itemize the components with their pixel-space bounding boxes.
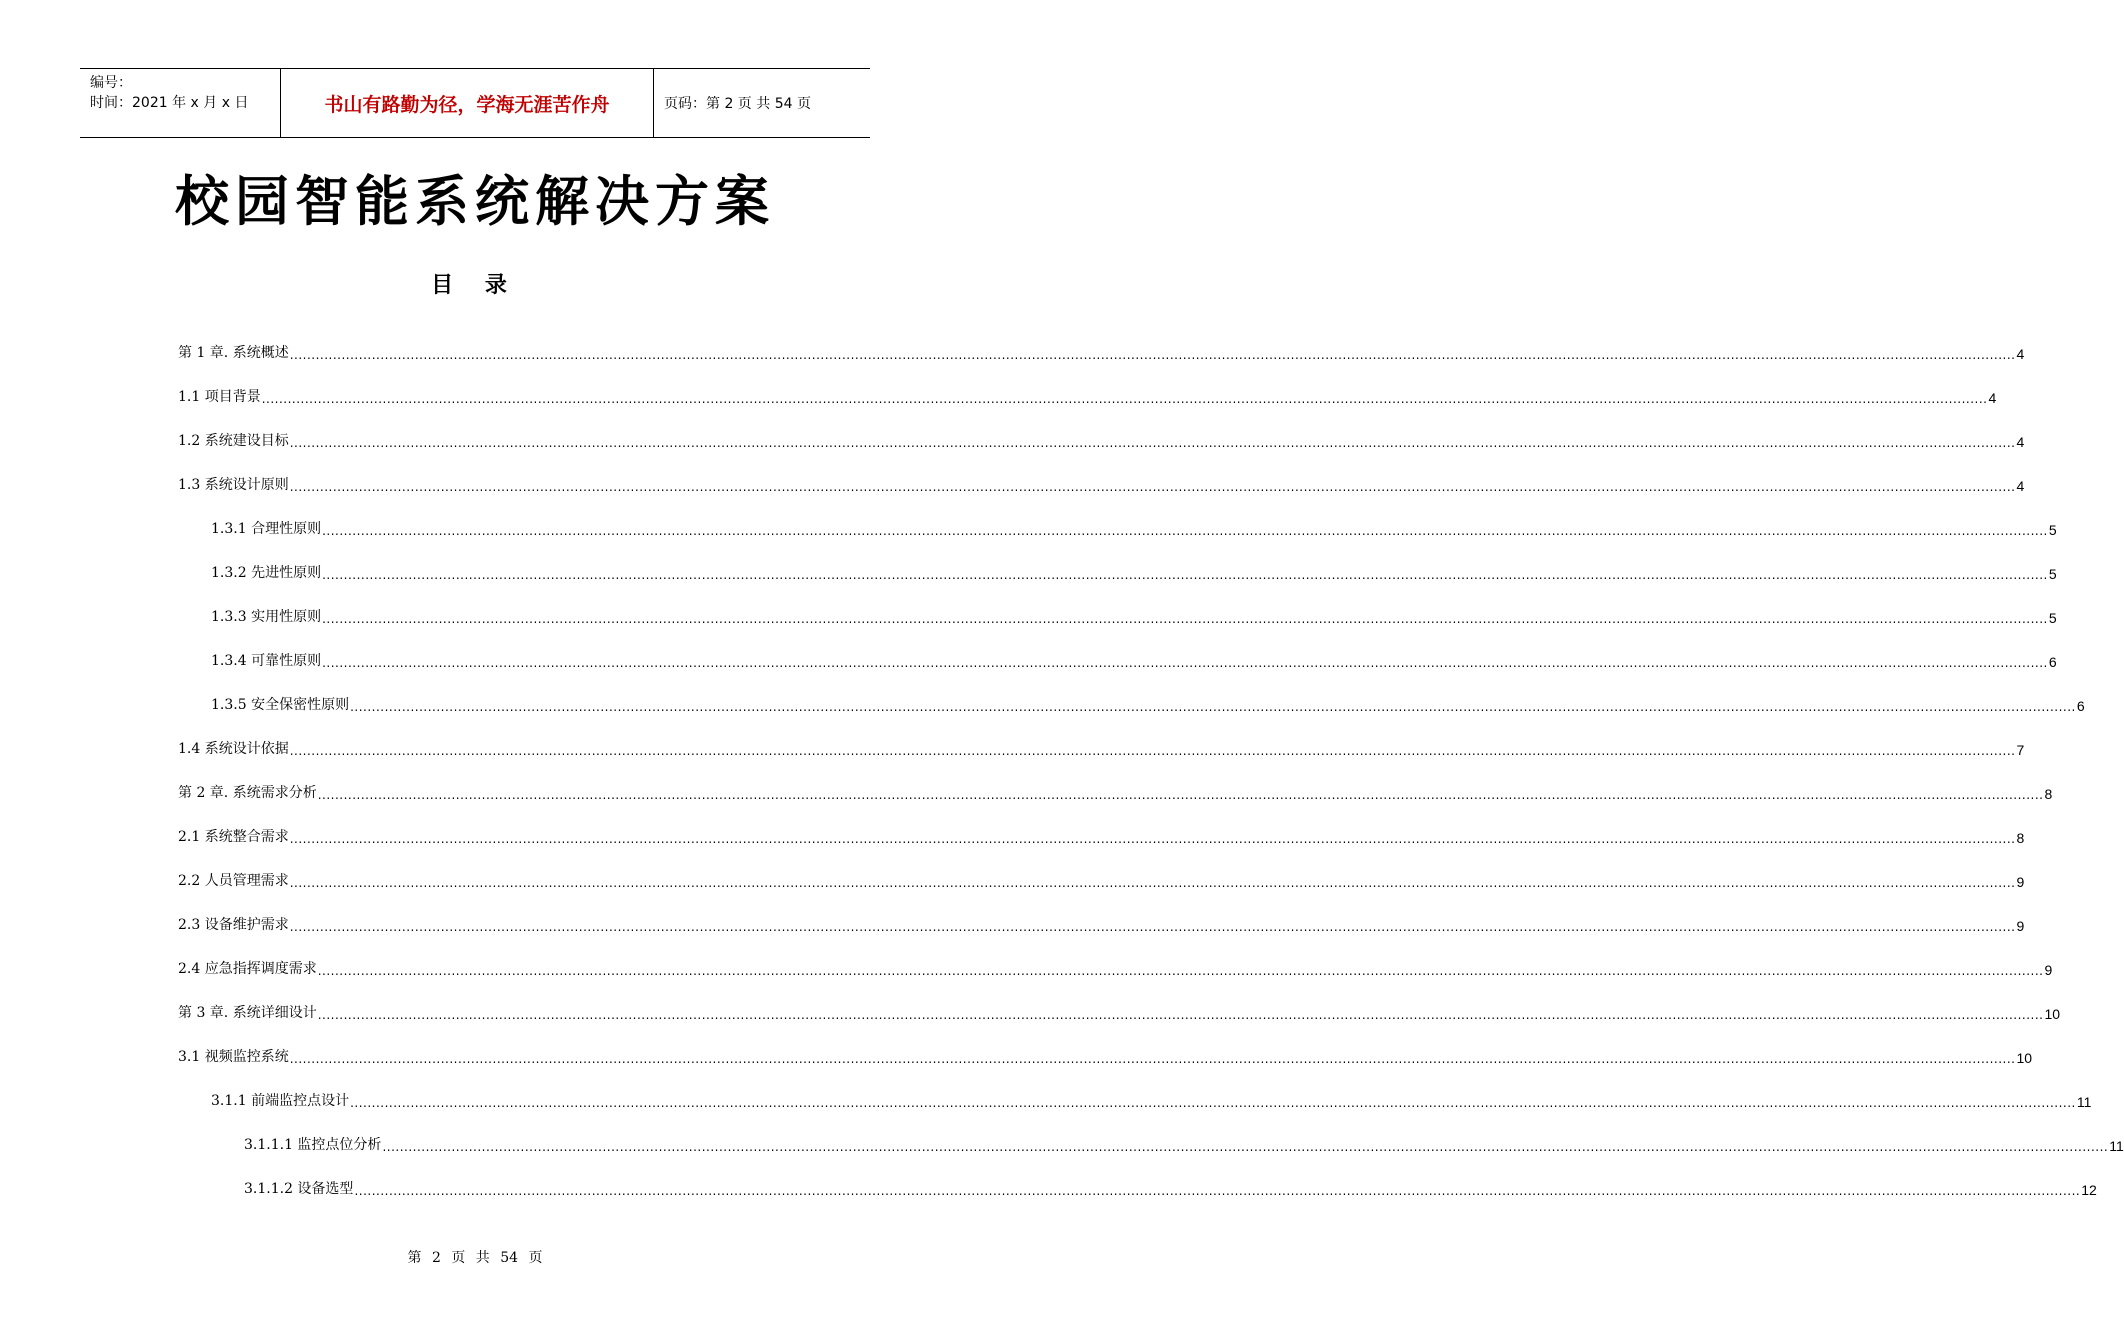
toc-entry[interactable] [178, 998, 2061, 1022]
toc-leader-dots: ................................................................................................................................................................................................................................................................................................................................................................................................................ [289, 920, 2016, 934]
toc-entry-title: 1.3.5 安全保密性原则 [211, 697, 350, 713]
toc-entry-title: 1.3.3 实用性原则 [211, 609, 322, 625]
number-label: 编号： [90, 75, 132, 91]
toc-entry[interactable] [178, 382, 1997, 406]
toc-entry-page: 5 [2048, 522, 2057, 538]
toc-entry-page: 4 [2016, 346, 2025, 362]
toc-leader-dots: ................................................................................................................................................................................................................................................................................................................................................................................................................ [261, 392, 1988, 406]
time-label: 时间：2021 年 x 月 x 日 [90, 95, 249, 111]
page-footer: 第 2 页 共 54 页 [407, 1250, 543, 1266]
toc-entry-page: 10 [2016, 1050, 2033, 1066]
toc-leader-dots: ................................................................................................................................................................................................................................................................................................................................................................................................................ [289, 348, 2016, 362]
toc-entry[interactable] [211, 1086, 2092, 1110]
toc-leader-dots: ................................................................................................................................................................................................................................................................................................................................................................................................................ [354, 1184, 2081, 1198]
toc-entry-title: 2.3 设备维护需求 [178, 917, 289, 933]
toc-entry-page: 7 [2016, 742, 2025, 758]
toc-entry-title: 1.2 系统建设目标 [178, 433, 289, 449]
header-page-info: 页码：第 2 页 共 54 页 [664, 96, 811, 112]
toc-entry-title: 1.3.4 可靠性原则 [211, 653, 322, 669]
toc-entry-title: 2.1 系统整合需求 [178, 829, 289, 845]
toc-leader-dots: ................................................................................................................................................................................................................................................................................................................................................................................................................ [322, 612, 2048, 626]
toc-entry[interactable] [211, 646, 2057, 670]
toc-entry-page: 11 [2109, 1138, 2124, 1154]
toc-heading: 目 录 [431, 273, 519, 298]
toc-entry[interactable] [178, 954, 2053, 978]
toc-leader-dots: ................................................................................................................................................................................................................................................................................................................................................................................................................ [350, 1096, 2076, 1110]
toc-entry[interactable] [244, 1130, 2124, 1154]
toc-entry-page: 12 [2081, 1182, 2097, 1198]
toc-entry[interactable] [178, 470, 2025, 494]
toc-entry[interactable] [211, 690, 2085, 714]
toc-entry-page: 11 [2076, 1094, 2092, 1110]
toc-entry-title: 第 1 章. 系统概述 [178, 345, 289, 361]
toc-entry[interactable] [178, 426, 2025, 450]
document-title: 校园智能系统解决方案 [175, 169, 775, 233]
toc-entry-page: 8 [2016, 830, 2025, 846]
toc-entry-page: 4 [2016, 478, 2025, 494]
toc-entry-title: 第 2 章. 系统需求分析 [178, 785, 317, 801]
toc-entry-title: 1.4 系统设计依据 [178, 741, 289, 757]
toc-leader-dots: ................................................................................................................................................................................................................................................................................................................................................................................................................ [317, 964, 2044, 978]
toc-entry[interactable] [178, 822, 2025, 846]
header-motto: 书山有路勤为径，学海无涯苦作舟 [281, 69, 654, 137]
toc-entry[interactable] [178, 866, 2025, 890]
toc-entry-page: 4 [2016, 434, 2025, 450]
toc-leader-dots: ................................................................................................................................................................................................................................................................................................................................................................................................................ [322, 524, 2048, 538]
toc-leader-dots: ................................................................................................................................................................................................................................................................................................................................................................................................................ [317, 788, 2044, 802]
toc-leader-dots: ................................................................................................................................................................................................................................................................................................................................................................................................................ [289, 480, 2016, 494]
toc-entry-page: 6 [2076, 698, 2085, 714]
toc-leader-dots: ................................................................................................................................................................................................................................................................................................................................................................................................................ [289, 876, 2016, 890]
toc-entry-title: 3.1.1.2 设备选型 [244, 1181, 354, 1197]
toc-leader-dots: ................................................................................................................................................................................................................................................................................................................................................................................................................ [322, 568, 2048, 582]
toc-entry-page: 5 [2048, 566, 2057, 582]
toc-leader-dots: ................................................................................................................................................................................................................................................................................................................................................................................................................ [289, 832, 2016, 846]
toc-entry-title: 1.3.1 合理性原则 [211, 521, 322, 537]
toc-entry[interactable] [211, 602, 2057, 626]
toc-entry[interactable] [178, 778, 2053, 802]
toc-leader-dots: ................................................................................................................................................................................................................................................................................................................................................................................................................ [289, 436, 2016, 450]
toc-entry[interactable] [178, 338, 2025, 362]
toc-entry-title: 1.1 项目背景 [178, 389, 261, 405]
toc-entry-page: 9 [2016, 874, 2025, 890]
toc-entry-page: 9 [2016, 918, 2025, 934]
toc-entry-title: 第 3 章. 系统详细设计 [178, 1005, 317, 1021]
toc-entry-title: 2.2 人员管理需求 [178, 873, 289, 889]
page-header [80, 68, 870, 138]
toc-entry-page: 4 [1988, 390, 1997, 406]
toc-entry-title: 3.1 视频监控系统 [178, 1049, 289, 1065]
toc-entry-page: 5 [2048, 610, 2057, 626]
toc-entry-title: 2.4 应急指挥调度需求 [178, 961, 317, 977]
toc-entry-title: 3.1.1 前端监控点设计 [211, 1093, 350, 1109]
toc-entry-title: 1.3 系统设计原则 [178, 477, 289, 493]
toc-entry-title: 3.1.1.1 监控点位分析 [244, 1137, 382, 1153]
toc-entry[interactable] [178, 1042, 2033, 1066]
toc-leader-dots: ................................................................................................................................................................................................................................................................................................................................................................................................................ [350, 700, 2076, 714]
toc-entry-page: 6 [2048, 654, 2057, 670]
toc-entry-page: 10 [2044, 1006, 2061, 1022]
toc-leader-dots: ................................................................................................................................................................................................................................................................................................................................................................................................................ [322, 656, 2048, 670]
toc-leader-dots: ................................................................................................................................................................................................................................................................................................................................................................................................................ [382, 1140, 2109, 1154]
toc-entry[interactable] [211, 558, 2057, 582]
toc-leader-dots: ................................................................................................................................................................................................................................................................................................................................................................................................................ [289, 744, 2016, 758]
toc-entry[interactable] [244, 1174, 2097, 1198]
toc-entry[interactable] [178, 734, 2025, 758]
toc-leader-dots: ................................................................................................................................................................................................................................................................................................................................................................................................................ [317, 1008, 2044, 1022]
toc-entry[interactable] [211, 514, 2057, 538]
toc-leader-dots: ................................................................................................................................................................................................................................................................................................................................................................................................................ [289, 1052, 2016, 1066]
header-meta [80, 69, 281, 137]
toc-entry[interactable] [178, 910, 2025, 934]
toc-entry-title: 1.3.2 先进性原则 [211, 565, 322, 581]
toc-entry-page: 8 [2044, 786, 2053, 802]
toc-entry-page: 9 [2044, 962, 2053, 978]
